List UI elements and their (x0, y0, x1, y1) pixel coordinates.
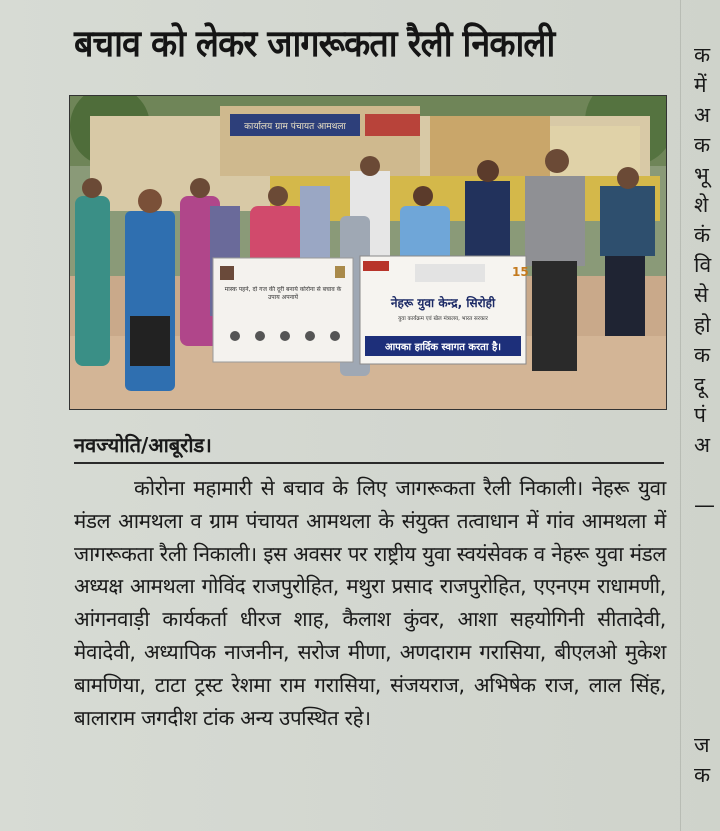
adjacent-column-fragment: क (694, 763, 711, 787)
adjacent-column-fragment (694, 700, 720, 730)
banner-subtitle: युवा कार्यक्रम एवं खेल मंत्रालय, भारत सरकार (398, 316, 488, 322)
adjacent-column-fragment (694, 520, 720, 550)
adjacent-column-fragment: कं (694, 223, 711, 247)
banner-title: नेहरू युवा केन्द्र, सिरोही (390, 296, 496, 310)
adjacent-column-fragment: वि (694, 253, 712, 277)
byline-rule (74, 462, 664, 464)
article-paragraph: कोरोना महामारी से बचाव के लिए जागरूकता रैली निकाली। नेहरू युवा मंडल आमथला व ग्राम पंचायत आमथला के संयुक्त तत्वाधान में गांव आमथला में जागरूकता रैली निकाली। इस अवसर पर राष्ट्रीय युवा स्वयंसेवक व नेहरू युवा मंडल अध्यक्ष आमथला गोविंद राजपुरोहित, मथुरा प्रसाद राजपुरोहित, एएनएम राधामणी, आंगनवाड़ी कार्यकर्ता धीरज शाह, कैलाश कुंवर, आशा सहयोगिनी सीतादेवी, मेवादेवी, अध्यापिक नाजनीन, सरोज मीणा, अणदाराम गरासिया, बीएलओ मुकेश बामणिया, टाटा ट्रस्ट रेशमा राम गरासिया, संजयराज, अभिषेक राज, लाल सिंह, बालाराम जगदीश टांक अन्य उपस्थित रहे। (74, 476, 666, 730)
article-photo (69, 95, 667, 410)
adjacent-column-fragment: क (694, 43, 711, 67)
adjacent-column-fragment: पं (694, 403, 706, 427)
adjacent-column-fragment: क (694, 343, 711, 367)
adjacent-column-fragment: अ (694, 433, 711, 457)
poster-text: मास्क पहने, दो गज की दूरी बनाये कोरोना से बचाव के उपाय अपनायें (224, 286, 342, 301)
adjacent-column-fragment: शे (694, 193, 709, 217)
awareness-poster (213, 258, 353, 362)
article-byline: नवज्योति/आबूरोड। (74, 433, 212, 457)
adjacent-column-fragment (694, 580, 720, 610)
adjacent-column-fragment: अ (694, 103, 711, 127)
adjacent-column-fragment: से (694, 283, 709, 307)
adjacent-column-fragment (694, 550, 720, 580)
nyk-banner (360, 256, 529, 364)
adjacent-column-fragment: भू (694, 163, 709, 187)
adjacent-column-fragment: दू (694, 373, 706, 397)
banner-badge: 15 (512, 265, 529, 279)
adjacent-column-fragment: ज (694, 733, 710, 757)
adjacent-column-fragment: क (694, 133, 711, 157)
building-sign-text: कार्यालय ग्राम पंचायत आमथला (244, 122, 346, 132)
adjacent-column-fragment: हो (694, 313, 711, 337)
article-headline: बचाव को लेकर जागरूकता रैली निकाली (74, 22, 555, 65)
adjacent-column-fragment (694, 670, 720, 700)
adjacent-column-fragment (694, 640, 720, 670)
article-body (74, 472, 666, 828)
adjacent-column-fragment (694, 460, 720, 490)
banner-welcome: आपका हार्दिक स्वागत करता है। (384, 342, 502, 353)
adjacent-column-fragment: में (694, 73, 707, 97)
column-divider (680, 0, 681, 831)
adjacent-column-text (694, 40, 720, 831)
adjacent-column-fragment: — (694, 493, 715, 517)
adjacent-column-fragment (694, 610, 720, 640)
